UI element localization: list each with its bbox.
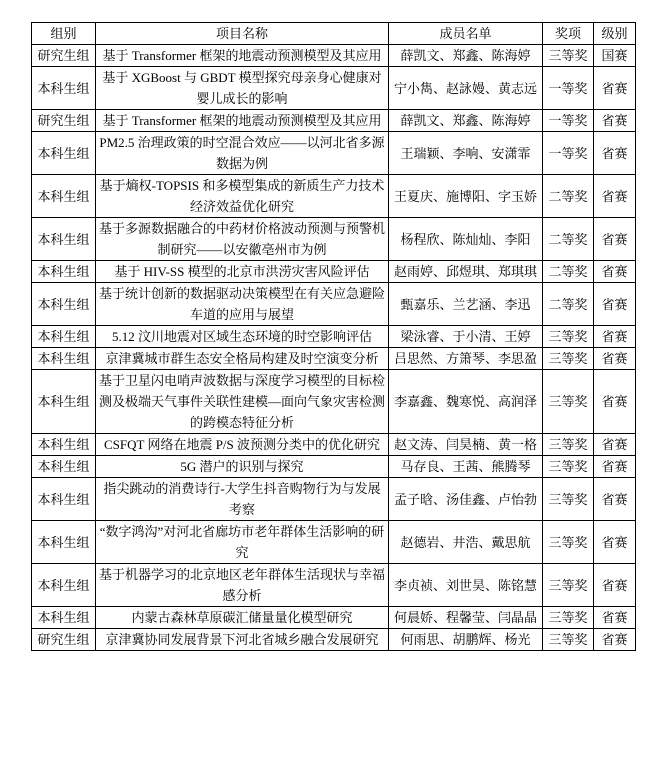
- members-cell: 李贞祯、刘世昊、陈铭慧: [389, 564, 543, 607]
- level-cell: 省赛: [594, 261, 636, 283]
- group-cell: 本科生组: [32, 175, 96, 218]
- project-cell: 5.12 汶川地震对区域生态环境的时空影响评估: [96, 326, 389, 348]
- group-cell: 本科生组: [32, 456, 96, 478]
- members-cell: 马存良、王茜、熊腾琴: [389, 456, 543, 478]
- members-cell: 梁泳睿、于小清、王婷: [389, 326, 543, 348]
- table-row: [32, 478, 636, 521]
- level-cell: 省赛: [594, 629, 636, 651]
- level-cell: 省赛: [594, 370, 636, 434]
- level-cell: 省赛: [594, 434, 636, 456]
- members-cell: 宁小雋、赵詠嫚、黄志远: [389, 67, 543, 110]
- project-cell: 基于卫星闪电哨声波数据与深度学习模型的目标检测及极端天气事件关联性建模—面向气象灾害检测的跨模态特征分析: [96, 370, 389, 434]
- award-cell: 三等奖: [543, 45, 594, 67]
- award-cell: 一等奖: [543, 110, 594, 132]
- table-row: [32, 521, 636, 564]
- award-cell: 三等奖: [543, 629, 594, 651]
- project-cell: 京津冀城市群生态安全格局构建及时空演变分析: [96, 348, 389, 370]
- group-cell: 本科生组: [32, 564, 96, 607]
- header-level: 级别: [594, 23, 636, 45]
- table-row: [32, 629, 636, 651]
- project-cell: 基于 Transformer 框架的地震动预测模型及其应用: [96, 110, 389, 132]
- members-cell: 王瑞颖、李响、安潇霏: [389, 132, 543, 175]
- project-cell: 基于 Transformer 框架的地震动预测模型及其应用: [96, 45, 389, 67]
- project-cell: “数字鸿沟”对河北省廊坊市老年群体生活影响的研究: [96, 521, 389, 564]
- project-cell: 京津冀协同发展背景下河北省城乡融合发展研究: [96, 629, 389, 651]
- table-row: [32, 45, 636, 67]
- group-cell: 本科生组: [32, 132, 96, 175]
- table-header: [32, 23, 636, 45]
- award-cell: 三等奖: [543, 326, 594, 348]
- table-row: [32, 218, 636, 261]
- project-cell: 基于多源数据融合的中药材价格波动预测与预警机制研究——以安徽亳州市为例: [96, 218, 389, 261]
- group-cell: 本科生组: [32, 283, 96, 326]
- table-row: [32, 261, 636, 283]
- table-row: [32, 132, 636, 175]
- members-cell: 赵德岩、井浩、戴思航: [389, 521, 543, 564]
- award-cell: 二等奖: [543, 283, 594, 326]
- project-cell: 基于 XGBoost 与 GBDT 模型探究母亲身心健康对婴儿成长的影响: [96, 67, 389, 110]
- award-cell: 三等奖: [543, 348, 594, 370]
- header-group: 组别: [32, 23, 96, 45]
- table-row: [32, 326, 636, 348]
- members-cell: 薛凯文、郑鑫、陈海婷: [389, 110, 543, 132]
- project-cell: PM2.5 治理政策的时空混合效应——以河北省多源数据为例: [96, 132, 389, 175]
- award-cell: 一等奖: [543, 67, 594, 110]
- group-cell: 本科生组: [32, 478, 96, 521]
- award-cell: 二等奖: [543, 218, 594, 261]
- table-row: [32, 110, 636, 132]
- members-cell: 杨程欣、陈灿灿、李阳: [389, 218, 543, 261]
- level-cell: 省赛: [594, 326, 636, 348]
- level-cell: 省赛: [594, 218, 636, 261]
- award-cell: 三等奖: [543, 456, 594, 478]
- table-row: [32, 283, 636, 326]
- award-cell: 二等奖: [543, 261, 594, 283]
- award-cell: 二等奖: [543, 175, 594, 218]
- level-cell: 省赛: [594, 478, 636, 521]
- level-cell: 省赛: [594, 110, 636, 132]
- award-cell: 三等奖: [543, 370, 594, 434]
- group-cell: 本科生组: [32, 326, 96, 348]
- group-cell: 本科生组: [32, 348, 96, 370]
- project-cell: 指尖跳动的消费诗行-大学生抖音购物行为与发展考察: [96, 478, 389, 521]
- group-cell: 本科生组: [32, 521, 96, 564]
- award-cell: 三等奖: [543, 607, 594, 629]
- project-cell: CSFQT 网络在地震 P/S 波预测分类中的优化研究: [96, 434, 389, 456]
- group-cell: 本科生组: [32, 67, 96, 110]
- members-cell: 赵文涛、闫昊楠、黄一格: [389, 434, 543, 456]
- group-cell: 本科生组: [32, 370, 96, 434]
- group-cell: 本科生组: [32, 218, 96, 261]
- table-row: [32, 564, 636, 607]
- group-cell: 本科生组: [32, 261, 96, 283]
- members-cell: 孟子晗、汤佳鑫、卢怡勃: [389, 478, 543, 521]
- project-cell: 5G 潜户的识别与探究: [96, 456, 389, 478]
- award-cell: 三等奖: [543, 521, 594, 564]
- group-cell: 研究生组: [32, 110, 96, 132]
- members-cell: 赵雨婷、邱煜琪、郑琪琪: [389, 261, 543, 283]
- table-row: [32, 434, 636, 456]
- level-cell: 国赛: [594, 45, 636, 67]
- level-cell: 省赛: [594, 564, 636, 607]
- header-award: 奖项: [543, 23, 594, 45]
- level-cell: 省赛: [594, 283, 636, 326]
- header-members: 成员名单: [389, 23, 543, 45]
- level-cell: 省赛: [594, 521, 636, 564]
- members-cell: 王夏庆、施博阳、字玉娇: [389, 175, 543, 218]
- level-cell: 省赛: [594, 456, 636, 478]
- project-cell: 基于熵权-TOPSIS 和多模型集成的新质生产力技术经济效益优化研究: [96, 175, 389, 218]
- table-row: [32, 67, 636, 110]
- group-cell: 研究生组: [32, 45, 96, 67]
- level-cell: 省赛: [594, 348, 636, 370]
- table-row: [32, 456, 636, 478]
- group-cell: 本科生组: [32, 607, 96, 629]
- project-cell: 基于 HIV-SS 模型的北京市洪涝灾害风险评估: [96, 261, 389, 283]
- header-row: [32, 23, 636, 45]
- project-cell: 基于统计创新的数据驱动决策模型在有关应急避险车道的应用与展望: [96, 283, 389, 326]
- award-cell: 三等奖: [543, 478, 594, 521]
- table-row: [32, 348, 636, 370]
- award-cell: 三等奖: [543, 434, 594, 456]
- table-body: [32, 45, 636, 651]
- level-cell: 省赛: [594, 67, 636, 110]
- project-cell: 内蒙古森林草原碳汇储量量化模型研究: [96, 607, 389, 629]
- level-cell: 省赛: [594, 175, 636, 218]
- level-cell: 省赛: [594, 132, 636, 175]
- members-cell: 李嘉鑫、魏寒悦、高润泽: [389, 370, 543, 434]
- project-cell: 基于机器学习的北京地区老年群体生活现状与幸福感分析: [96, 564, 389, 607]
- group-cell: 研究生组: [32, 629, 96, 651]
- members-cell: 何晨娇、程馨莹、闫晶晶: [389, 607, 543, 629]
- members-cell: 甄嘉乐、兰艺涵、李迅: [389, 283, 543, 326]
- award-cell: 三等奖: [543, 564, 594, 607]
- members-cell: 薛凯文、郑鑫、陈海婷: [389, 45, 543, 67]
- table-row: [32, 175, 636, 218]
- table-row: [32, 607, 636, 629]
- table-row: [32, 370, 636, 434]
- awards-table: [31, 22, 636, 651]
- group-cell: 本科生组: [32, 434, 96, 456]
- header-project: 项目名称: [96, 23, 389, 45]
- members-cell: 吕思然、方箫琴、李思盈: [389, 348, 543, 370]
- members-cell: 何雨思、胡鹏辉、杨光: [389, 629, 543, 651]
- level-cell: 省赛: [594, 607, 636, 629]
- award-cell: 一等奖: [543, 132, 594, 175]
